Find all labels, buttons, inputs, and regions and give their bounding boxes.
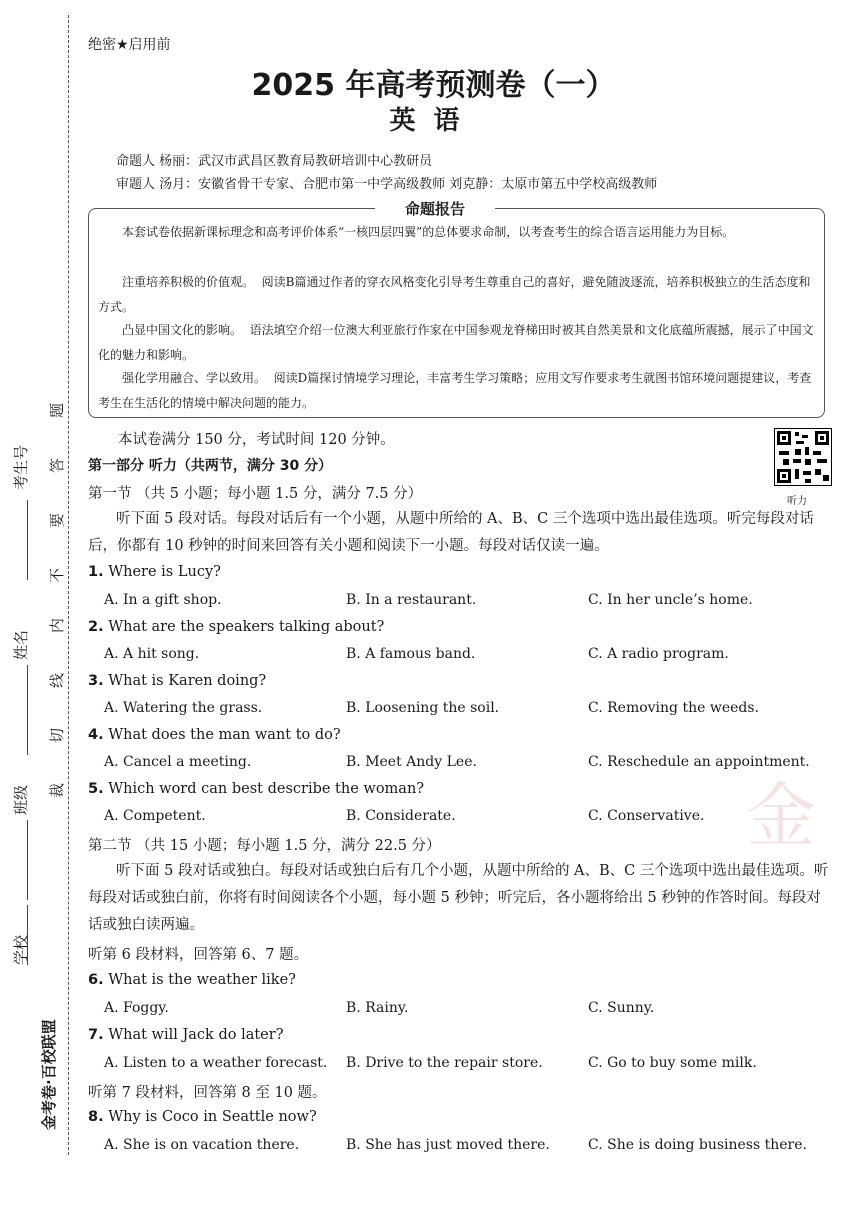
option-a[interactable]: A. Watering the grass. [104, 700, 263, 716]
option-a[interactable]: A. Cancel a meeting. [104, 754, 252, 770]
school-blank [27, 905, 28, 965]
option-b[interactable]: B. Considerate. [346, 808, 456, 824]
option-c[interactable]: C. In her uncle’s home. [588, 592, 753, 608]
option-c[interactable]: C. Sunny. [588, 1000, 655, 1016]
report-paragraph: 凸显中国文化的影响。 语法填空介绍一位澳大利亚旅行作家在中国参观龙脊梯田时被其自然美景和文化底蕴所震撼，展示了中国文化的魅力和影响。 [98, 323, 814, 362]
option-c[interactable]: C. She is doing business there. [588, 1137, 807, 1153]
option-b[interactable]: B. Drive to the repair store. [346, 1055, 543, 1071]
question-1: 1. Where is Lucy? [88, 564, 221, 580]
section-one-instructions: 听下面 5 段对话。每段对话后有一个小题，从题中所给的 A、B、C 三个选项中选出最佳选项。听完每段对话后，你都有 10 秒钟的时间来回答有关小题和阅读下一小题。每段对话仅读一遍。 [88, 511, 814, 554]
option-c[interactable]: C. Removing the weeds. [588, 700, 759, 716]
warning-char: 不 [48, 567, 67, 584]
report-paragraph: 本套试卷依据新课标理念和高考评价体系“一核四层四翼”的总体要求命制，以考查考生的综合语言运用能力为目标。 [122, 225, 735, 239]
warning-char: 线 [48, 672, 67, 689]
question-7: 7. What will Jack do later? [88, 1027, 284, 1043]
exam-title: 2025 年高考预测卷（一） [251, 68, 616, 103]
question-setter: 命题人 杨丽：武汉市武昌区教育局教研培训中心教研员 [116, 154, 433, 169]
question-5: 5. Which word can best describe the woman? [88, 781, 425, 797]
class-label: 班级 [12, 784, 30, 815]
warning-char: 要 [48, 512, 67, 529]
option-a[interactable]: A. Listen to a weather forecast. [104, 1055, 328, 1071]
qr-label: 听力 [787, 496, 807, 507]
section-one-heading: 第一节 （共 5 小题；每小题 1.5 分，满分 7.5 分） [88, 486, 423, 502]
class-blank [27, 820, 28, 900]
question-4: 4. What does the man want to do? [88, 727, 341, 743]
question-8: 8. Why is Coco in Seattle now? [88, 1109, 317, 1125]
part-one-heading: 第一部分 听力（共两节，满分 30 分） [88, 458, 333, 474]
brand-label: 金考卷·百校联盟 [40, 1019, 58, 1130]
question-2: 2. What are the speakers talking about? [88, 619, 385, 635]
question-6: 6. What is the weather like? [88, 972, 296, 988]
binding-dashed-line [68, 15, 69, 1155]
school-label: 学校 [12, 934, 30, 965]
option-a[interactable]: A. In a gift shop. [104, 592, 222, 608]
option-b[interactable]: B. She has just moved there. [346, 1137, 550, 1153]
option-c[interactable]: C. Reschedule an appointment. [588, 754, 810, 770]
warning-char: 题 [48, 402, 67, 419]
qr-code-icon[interactable] [774, 428, 832, 486]
option-a[interactable]: A. A hit song. [104, 646, 200, 662]
option-c[interactable]: C. A radio program. [588, 646, 729, 662]
option-a[interactable]: A. Competent. [104, 808, 206, 824]
section-two-heading: 第二节 （共 15 小题；每小题 1.5 分，满分 22.5 分） [88, 838, 441, 854]
option-c[interactable]: C. Go to buy some milk. [588, 1055, 757, 1071]
secret-label: 绝密★启用前 [88, 37, 171, 53]
section-two-instructions: 听下面 5 段对话或独白。每段对话或独白后有几个小题，从题中所给的 A、B、C 三个选项中选出最佳选项。听每段对话或独白前，你将有时间阅读各个小题，每小题 5 秒钟；听完后，各小题将给出 5 秒钟的作答时间。每段对话或独白读两遍。 [88, 863, 829, 933]
name-label: 姓名 [12, 629, 30, 660]
warning-char: 答 [48, 457, 67, 474]
exam-id-blank [27, 500, 28, 580]
option-a[interactable]: A. She is on vacation there. [104, 1137, 300, 1153]
subject-title: 英语 [389, 106, 478, 136]
warning-char: 裁 [48, 782, 67, 799]
option-a[interactable]: A. Foggy. [104, 1000, 169, 1016]
option-b[interactable]: B. In a restaurant. [346, 592, 477, 608]
report-paragraph: 强化学用融合、学以致用。 阅读D篇探讨情境学习理论，丰富考生学习策略；应用文写作要求考生就图书馆环境问题提建议，考查考生在生活化的情境中解决问题的能力。 [98, 371, 812, 410]
report-title: 命题报告 [375, 198, 495, 219]
warning-char: 内 [48, 617, 67, 634]
warning-char: 切 [48, 727, 67, 744]
question-3: 3. What is Karen doing? [88, 673, 267, 689]
report-paragraph: 注重培养积极的价值观。 阅读B篇通过作者的穿衣风格变化引导考生尊重自己的喜好，避免随波逐流，培养积极独立的生活态度和方式。 [98, 275, 811, 314]
question-reviewer: 审题人 汤月：安徽省骨干专家、合肥市第一中学高级教师 刘克静：太原市第五中学校高级教师 [116, 177, 658, 192]
option-b[interactable]: B. Loosening the soil. [346, 700, 500, 716]
option-b[interactable]: B. A famous band. [346, 646, 476, 662]
exam-intro: 本试卷满分 150 分，考试时间 120 分钟。 [118, 432, 395, 448]
material-6-instruction: 听第 6 段材料，回答第 6、7 题。 [88, 947, 309, 963]
option-b[interactable]: B. Meet Andy Lee. [346, 754, 477, 770]
name-blank [27, 665, 28, 755]
option-b[interactable]: B. Rainy. [346, 1000, 409, 1016]
material-7-instruction: 听第 7 段材料，回答第 8 至 10 题。 [88, 1085, 327, 1101]
watermark-icon: 金 [746, 775, 816, 857]
exam-id-label: 考生号 [12, 444, 30, 490]
option-c[interactable]: C. Conservative. [588, 808, 705, 824]
